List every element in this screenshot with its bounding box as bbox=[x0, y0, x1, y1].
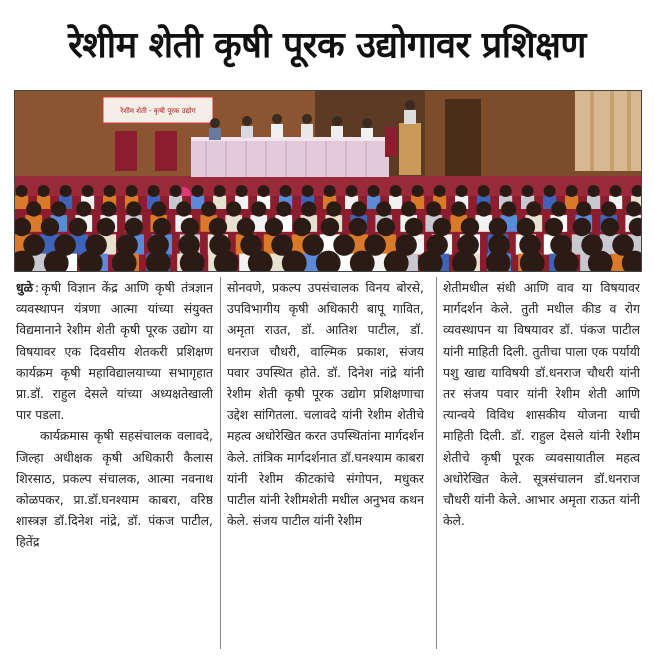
paragraph-4: शेतीमधील संधी आणि वाव या विषयावर मार्गदर्शन केले. तुती मधील कीड व रोग व्यवस्थापन या विषयावर डॉ. पंकज पाटील यांनी माहिती दिली. तुतीचा पाला एक पर्यायी पशु खाद्य याविषयी डॉ.धनराज चौधरी यांनी तर संजय पवार यांनी रेशीम शेती आणि त्यान्वये विविध शासकीय योजना याची माहिती दिली. डॉ. राहुल देसले यांनी रेशीम शेतीचे कृषी पूरक व्यवसायातील महत्व अधोरेखित केले. सूत्रसंचालन डॉ.धनराज चौधरी यांनी केले. आभार अमृता राऊत यांनी केले. bbox=[443, 280, 640, 529]
paragraph-3: सोनवणे, प्रकल्प उपसंचालक विनय बोरसे, उपविभागीय कृषी अधिकारी बापू गावित, अमृता राउत, डॉ. आतिश पाटील, डॉ. धनराज चौधरी, वाल्मिक प्रकाश, संजय पवार उपस्थित होते. डॉ. दिनेश नांद्रे यांनी रेशीम शेती कृषी पूरक उद्योग प्रशिक्षणाचा उद्देश सांगितला. चलावदे यांनी रेशीम शेतीचे महत्व अधोरेखित करत उपस्थितांना मार्गदर्शन केले. तांत्रिक मार्गदर्शनात डॉ.घनश्याम काबरा यांनी रेशीम कीटकांचे संगोपन, मधुकर पाटील यांनी रेशीमशेती मधील अनुभव कथन केले. संजय पाटील यांनी रेशीम bbox=[227, 280, 424, 529]
dateline: धुळे bbox=[16, 280, 34, 295]
article-column-1 bbox=[16, 277, 213, 652]
event-photo bbox=[14, 90, 642, 272]
article-column-2 bbox=[227, 277, 424, 652]
dateline-separator: : bbox=[35, 280, 40, 295]
paragraph-1: कृषी विज्ञान केंद्र आणि कृषी तंत्रज्ञान व्यवस्थापन यंत्रणा आत्मा यांच्या संयुक्त विद्यमानाने रेशीम शेती कृषी पूरक उद्योग या विषयावर एक दिवसीय शेतकरी प्रशिक्षण कार्यक्रम कृषी महाविद्यालयाच्या सभागृहात प्रा.डॉ. राहुल देसले यांच्या अध्यक्षतेखाली पार पडला. bbox=[16, 280, 213, 423]
photo-banner-text: रेशीम शेती - कृषी पूरक उद्योग bbox=[120, 107, 196, 115]
paragraph-2: कार्यक्रमास कृषी सहसंचालक वलावदे, जिल्हा अधीक्षक कृषी अधिकारी कैलास शिरसाठ, प्रकल्प संचालक, आत्मा नवनाथ कोळपकर, प्रा.डॉ.घनश्याम काबरा, वरिष्ठ शास्त्रज्ञ डॉ.दिनेश नांद्रे, डॉ. पंकज पाटील, हितेंद्र bbox=[16, 428, 213, 550]
column-rule bbox=[436, 277, 437, 649]
article-headline: रेशीम शेती कृषी पूरक उद्योगावर प्रशिक्षण bbox=[68, 24, 586, 66]
column-rule bbox=[220, 277, 221, 649]
article-column-3 bbox=[443, 277, 640, 652]
